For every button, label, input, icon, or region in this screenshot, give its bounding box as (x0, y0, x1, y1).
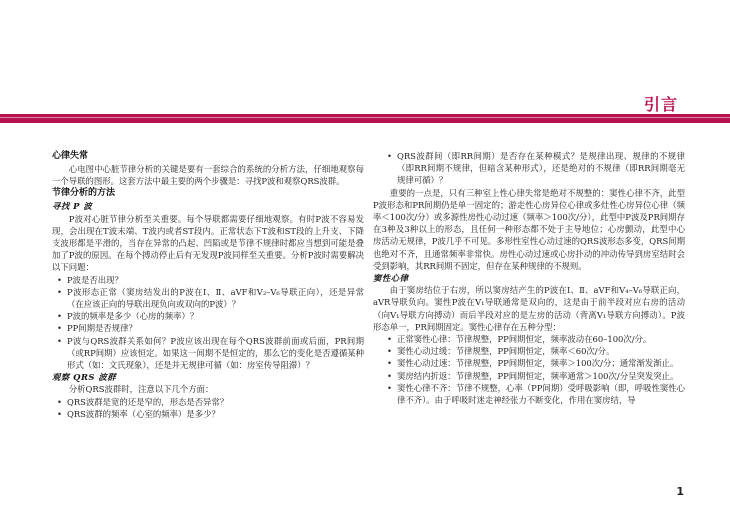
list-item: • QRS波群的频率（心室的频率）是多少？ (52, 408, 364, 420)
list-item: • P波的频率是多少（心房的频率）？ (52, 310, 364, 322)
header-rule (0, 114, 730, 123)
subheading-sinus-rhythm: 窦性心律 (373, 273, 409, 284)
list-item: • P波与QRS波群关系如何？P波应该出现在每个QRS波群前面或后面，PR间期（或RP间期）应该恒定。如果这一间期不是恒定的，那么它的变化是否遵循某种形式（如：文氏现象），还是并无规律可循（如：房室传导阻滞）？ (52, 335, 364, 372)
p-wave-paragraph: P波对心脏节律分析至关重要。每个导联都需要仔细地观察。有时P波不容易发现，会出现在T波末端、T波内或者ST段内。正常状态下T波和ST段的上升支、下降支波形都是平滑的，当存在异常的凸起、凹陷或是节律不规律时都应当想到可能是叠加了P波的原因。在每个搏动停止后有无发现P波同样至关重要。分析P波时需要解决以下问题： (52, 213, 364, 273)
list-item: • QRS波群间（即RR间期）是否存在某种模式？是规律出现、规律的不规律（即RR间期不规律，但暗含某种形式），还是绝对的不规律（即RR间期毫无规律可循）？ (373, 150, 685, 187)
p-wave-question-list (52, 274, 364, 372)
list-item: • QRS波群是宽的还是窄的，形态是否异常？ (52, 396, 364, 408)
chapter-title: 引言 (643, 95, 678, 114)
list-item: • 正常窦性心律：节律规整，PP间期恒定，频率波动在60–100次/分。 (373, 333, 685, 345)
subheading-observe-qrs: 观察 QRS 波群 (52, 372, 117, 383)
list-item: • 窦房结内折返：节律规整，PP间期恒定，频率通常＞100次/分呈突发突止。 (373, 370, 685, 382)
subheading-find-p-wave: 寻找 P 波 (52, 201, 93, 212)
list-item: • P波形态正常（窦房结发出的P波在Ⅰ、Ⅱ、aVF和V₂–V₆导联正向），还是异常（在应该正向的导联出现负向或双向的P波）？ (52, 286, 364, 310)
list-item: • 窦性心动过缓：节律规整，PP间期恒定，频率＜60次/分。 (373, 345, 685, 357)
list-item: • 窦性心动过速：节律规整，PP间期恒定，频率＞100次/分；通常渐发渐止。 (373, 357, 685, 369)
sinus-rhythm-paragraph: 由于窦房结位于右房，所以窦房结产生的P波在Ⅰ、Ⅱ、aVF和V₄–V₆导联正向，aVR导联负向。窦性P波在V₁导联通常是双向的，这是由于前半段对应右房的活动（向V₁导联方向搏动）而后半段对应的是左房的活动（背离V₁导联方向搏动）。P波形态单一，PR间期固定。窦性心律存在五种分型： (373, 285, 685, 332)
qrs-question-list (52, 396, 364, 420)
list-item: • P波是否出现？ (52, 274, 364, 286)
qrs-intro-paragraph: 分析QRS波群时，注意以下几个方面： (68, 384, 214, 395)
page-number: 1 (676, 485, 684, 498)
irregular-rhythm-paragraph: 重要的一点是，只有三种室上性心律失常是绝对不规整的：窦性心律不齐，此型P波形态和PR间期仍是单一固定的；游走性心房异位心律或多灶性心房异位心律（频率＜100次/分）或多源性房性心动过速（频率＞100次/分），此型中P波及PR间期存在3种及3种以上的形态，且任何一种形态都不处于主导地位；心房颤动，此型中心房活动无规律，P波几乎不可见。多形性室性心动过速的QRS波形态多变，QRS间期也绝对不齐，且通常频率非常快。房性心动过速或心房扑动的冲动传导到房室结时会受到影响，其RR间期不固定，但存在某种规律的不规则。 (373, 187, 685, 271)
sinus-type-list (373, 333, 685, 406)
left-column (52, 150, 364, 420)
qrs-question-list-continued (373, 150, 685, 187)
heading-analysis-method: 节律分析的方法 (52, 188, 116, 199)
list-item: • PP间期是否规律？ (52, 322, 364, 334)
heading-rhythm-disorder: 心律失常 (52, 151, 89, 161)
intro-paragraph: 心电图中心脏节律分析的关键是要有一套综合的系统的分析方法，仔细地观察每一个导联的图形。这套方法中最主要的两个步骤是：寻找P波和观察QRS波群。 (52, 164, 364, 187)
right-column (373, 150, 685, 406)
list-item: • 窦性心律不齐：节律不规整，心率（PP间期）受呼吸影响（即，呼吸性窦性心律不齐）。由于呼吸时迷走神经张力不断变化，作用在窦房结，导 (373, 382, 685, 406)
